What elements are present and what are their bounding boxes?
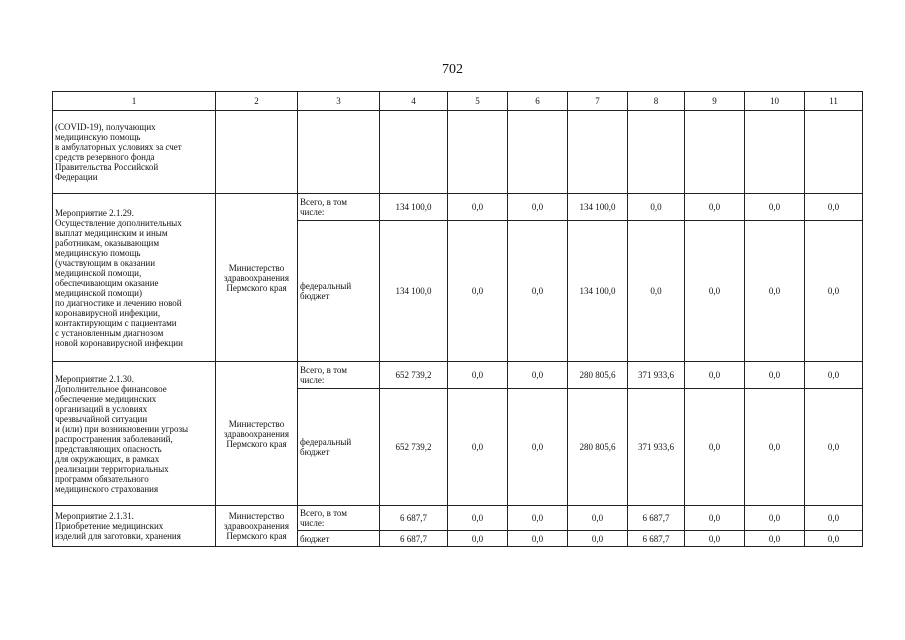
funding-source: Всего, в том числе:: [298, 194, 380, 221]
table-row: [53, 362, 863, 389]
amount-cell: 0,0: [508, 506, 568, 531]
empty-cell: [380, 111, 448, 194]
amount-cell: 134 100,0: [568, 221, 628, 362]
column-header: 7: [568, 92, 628, 111]
amount-cell: 0,0: [568, 531, 628, 547]
amount-cell: 0,0: [745, 531, 805, 547]
amount-cell: 0,0: [448, 506, 508, 531]
measure-description: Мероприятие 2.1.30. Дополнительное финансовое обеспечение медицинских организаций в условиях чрезвычайной ситуации и (или) при возникновении угрозы распространения заболеваний, представляющих опасность для окружающих, в рамках реализации территориальных программ обязательного медицинского страхования: [53, 362, 216, 506]
empty-cell: [745, 111, 805, 194]
amount-cell: 0,0: [628, 194, 685, 221]
funding-source: федеральный бюджет: [298, 221, 380, 362]
amount-cell: 134 100,0: [380, 194, 448, 221]
column-header: 3: [298, 92, 380, 111]
amount-cell: 280 805,6: [568, 389, 628, 506]
amount-cell: 652 739,2: [380, 362, 448, 389]
amount-cell: 371 933,6: [628, 389, 685, 506]
column-header: 6: [508, 92, 568, 111]
amount-cell: 0,0: [508, 221, 568, 362]
measure-description: Мероприятие 2.1.31. Приобретение медицинских изделий для заготовки, хранения: [53, 506, 216, 547]
amount-cell: 0,0: [508, 531, 568, 547]
empty-cell: [628, 111, 685, 194]
measure-executor: Министерство здравоохранения Пермского края: [216, 194, 298, 362]
column-header: 5: [448, 92, 508, 111]
amount-cell: 6 687,7: [380, 531, 448, 547]
column-header: 1: [53, 92, 216, 111]
amount-cell: 0,0: [448, 221, 508, 362]
amount-cell: 0,0: [448, 194, 508, 221]
empty-cell: [568, 111, 628, 194]
measure-description: Мероприятие 2.1.29. Осуществление дополнительных выплат медицинским и иным работникам, оказывающим медицинскую помощь (участвующим в оказании медицинской помощи, обеспечивающим оказание медицинской помощи) по диагностике и лечению новой коронавирусной инфекции, контактирующим с пациентами с установленным диагнозом новой коронавирусной инфекции: [53, 194, 216, 362]
amount-cell: 0,0: [805, 194, 863, 221]
amount-cell: 0,0: [508, 389, 568, 506]
amount-cell: 6 687,7: [380, 506, 448, 531]
column-number-row: [53, 92, 863, 111]
empty-cell: [685, 111, 745, 194]
measure-executor: Министерство здравоохранения Пермского края: [216, 362, 298, 506]
column-header: 11: [805, 92, 863, 111]
amount-cell: 652 739,2: [380, 389, 448, 506]
amount-cell: 0,0: [508, 362, 568, 389]
amount-cell: 280 805,6: [568, 362, 628, 389]
amount-cell: 0,0: [745, 194, 805, 221]
amount-cell: 0,0: [628, 221, 685, 362]
column-header: 9: [685, 92, 745, 111]
empty-cell: [216, 111, 298, 194]
amount-cell: 0,0: [685, 506, 745, 531]
column-header: 8: [628, 92, 685, 111]
funding-source: бюджет: [298, 531, 380, 547]
amount-cell: 134 100,0: [380, 221, 448, 362]
amount-cell: 0,0: [805, 506, 863, 531]
page-number: 702: [442, 62, 463, 77]
amount-cell: 0,0: [805, 531, 863, 547]
amount-cell: 0,0: [685, 531, 745, 547]
amount-cell: 0,0: [745, 362, 805, 389]
funding-source: Всего, в том числе:: [298, 506, 380, 531]
table-row: [53, 506, 863, 531]
amount-cell: 0,0: [685, 389, 745, 506]
amount-cell: 0,0: [685, 362, 745, 389]
amount-cell: 0,0: [685, 221, 745, 362]
amount-cell: 371 933,6: [628, 362, 685, 389]
amount-cell: 0,0: [745, 221, 805, 362]
empty-cell: [508, 111, 568, 194]
amount-cell: 0,0: [568, 506, 628, 531]
continuation-description: (COVID-19), получающих медицинскую помощь в амбулаторных условиях за счет средств резервного фонда Правительства Российской Федерации: [53, 111, 216, 194]
amount-cell: 0,0: [448, 531, 508, 547]
column-header: 4: [380, 92, 448, 111]
column-header: 2: [216, 92, 298, 111]
funding-source: федеральный бюджет: [298, 389, 380, 506]
amount-cell: 6 687,7: [628, 531, 685, 547]
measure-executor: Министерство здравоохранения Пермского края: [216, 506, 298, 547]
amount-cell: 0,0: [805, 221, 863, 362]
amount-cell: 0,0: [448, 362, 508, 389]
amount-cell: 0,0: [508, 194, 568, 221]
empty-cell: [448, 111, 508, 194]
empty-cell: [298, 111, 380, 194]
amount-cell: 134 100,0: [568, 194, 628, 221]
table-row: [53, 194, 863, 221]
amount-cell: 0,0: [745, 506, 805, 531]
amount-cell: 0,0: [805, 362, 863, 389]
table-row: [53, 111, 863, 194]
amount-cell: 0,0: [745, 389, 805, 506]
budget-table: [52, 91, 863, 547]
funding-source: Всего, в том числе:: [298, 362, 380, 389]
amount-cell: 6 687,7: [628, 506, 685, 531]
amount-cell: 0,0: [448, 389, 508, 506]
amount-cell: 0,0: [685, 194, 745, 221]
empty-cell: [805, 111, 863, 194]
amount-cell: 0,0: [805, 389, 863, 506]
column-header: 10: [745, 92, 805, 111]
